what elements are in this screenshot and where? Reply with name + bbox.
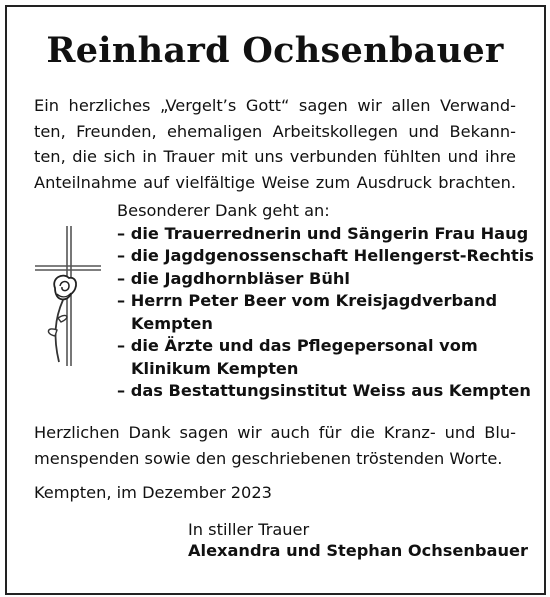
thanks-item: – die Ärzte und das Pflegepersonal vom <box>117 336 478 355</box>
intro-line: Anteilnahme auf vielfältige Weise zum Ausdruck brachten. <box>34 172 516 192</box>
deceased-name: Reinhard Ochsenbauer <box>46 30 504 71</box>
thanks-intro: Besonderer Dank geht an: <box>117 201 330 220</box>
thanks-item-continuation: Klinikum Kempten <box>131 358 299 378</box>
cross-with-rose-icon <box>33 222 103 372</box>
thanks-item-continuation: Kempten <box>131 313 213 333</box>
intro-paragraph <box>34 93 516 195</box>
intro-line: Ein herzliches „Vergelt’s Gott“ sagen wir allen Verwand- <box>34 96 516 115</box>
closing-paragraph <box>34 420 516 471</box>
closing-line: menspenden sowie den geschriebenen tröstenden Worte. <box>34 448 503 468</box>
signature-block <box>188 519 528 561</box>
signature-label: In stiller Trauer <box>188 520 310 539</box>
closing-line: Herzlichen Dank sagen wir auch für die Kranz- und Blu- <box>34 423 516 442</box>
thanks-item: – die Jagdhornbläser Bühl <box>117 268 350 288</box>
thanks-item: – Herrn Peter Beer vom Kreisjagdverband <box>117 291 498 310</box>
thanks-item: – die Trauerrednerin und Sängerin Frau Haug <box>117 223 529 243</box>
thanks-item: – die Jagdgenossenschaft Hellengerst-Rechtis <box>117 246 534 265</box>
signature-names: Alexandra und Stephan Ochsenbauer <box>188 541 528 560</box>
intro-line: ten, die sich in Trauer mit uns verbunden fühlten und ihre <box>34 147 516 166</box>
special-thanks-block <box>117 200 534 403</box>
place-and-date: Kempten, im Dezember 2023 <box>34 483 272 502</box>
intro-line: ten, Freunden, ehemaligen Arbeitskollegen und Bekann- <box>34 121 516 141</box>
thanks-item: – das Bestattungsinstitut Weiss aus Kempten <box>117 381 531 400</box>
